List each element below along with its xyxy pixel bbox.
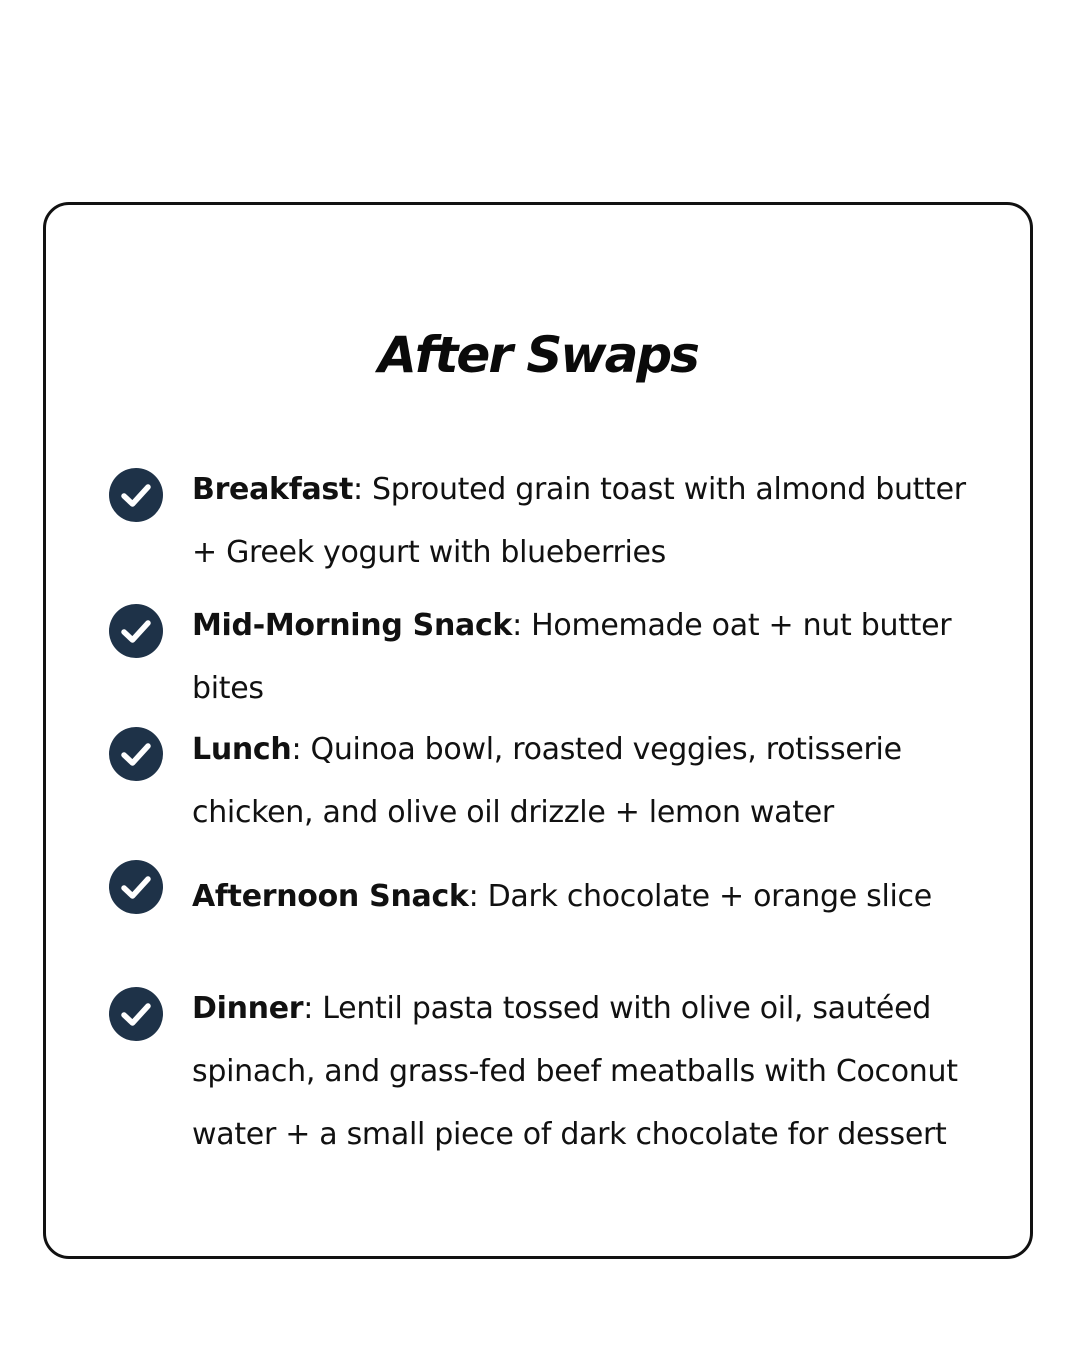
item-description: : Quinoa bowl, roasted veggies, rotisserie chicken, and olive oil drizzle + lemon water (192, 732, 902, 830)
check-circle-icon (109, 727, 163, 781)
item-description: : Homemade oat + nut butter bites (192, 608, 952, 706)
check-circle-icon (109, 987, 163, 1041)
item-text (192, 865, 992, 928)
item-description: : Sprouted grain toast with almond butter + Greek yogurt with blueberries (192, 472, 966, 570)
check-circle-icon (109, 604, 163, 658)
item-label: Lunch (192, 732, 292, 767)
item-label: Dinner (192, 991, 304, 1026)
meal-card (43, 202, 1033, 1259)
item-text (192, 594, 992, 720)
item-label: Mid-Morning Snack (192, 608, 513, 643)
item-label: Afternoon Snack (192, 879, 469, 914)
item-text (192, 458, 992, 584)
item-description: : Lentil pasta tossed with olive oil, sautéed spinach, and grass-fed beef meatballs with Coconut water + a small piece of dark chocolate for dessert (192, 991, 958, 1152)
item-description: : Dark chocolate + orange slice (468, 879, 932, 914)
item-text (192, 977, 992, 1166)
card-title: After Swaps (378, 326, 698, 384)
check-circle-icon (109, 468, 163, 522)
item-label: Breakfast (192, 472, 353, 507)
item-text (192, 718, 992, 844)
check-circle-icon (109, 860, 163, 914)
